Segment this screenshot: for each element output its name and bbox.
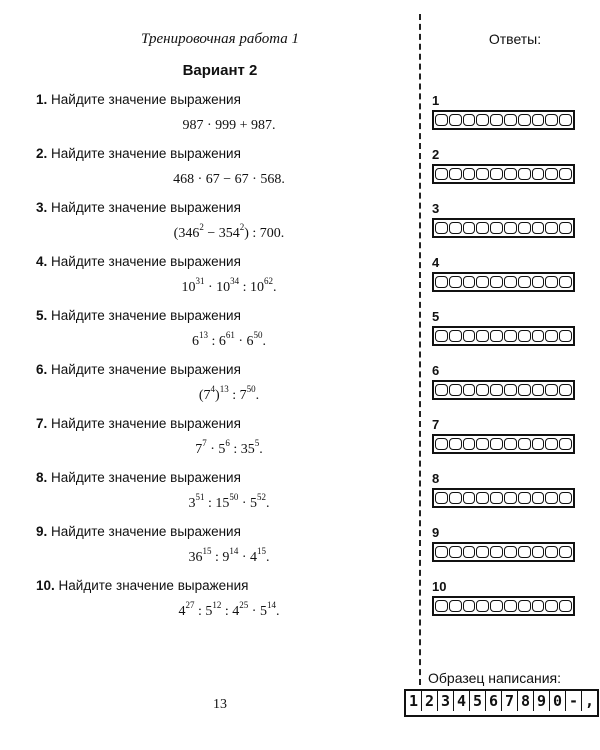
task-expression: $36^{15}$ : $9^{14} \cdot 4^{15}$.: [188, 546, 270, 565]
answer-cell[interactable]: [532, 384, 545, 396]
answer-cell[interactable]: [559, 600, 572, 612]
answer-cell[interactable]: [518, 600, 531, 612]
answer-cell[interactable]: [545, 600, 558, 612]
answer-boxes: [432, 110, 575, 130]
task-expression: $3^{51}$ : $15^{50} \cdot 5^{52}$.: [188, 492, 270, 511]
task-number: 6.: [36, 362, 48, 377]
answer-cell[interactable]: [449, 276, 462, 288]
answer-cell[interactable]: [532, 330, 545, 342]
task-question: 9. Найдите значение выражения: [36, 524, 241, 539]
answer-cell[interactable]: [463, 546, 476, 558]
answer-cell[interactable]: [559, 438, 572, 450]
answer-cell[interactable]: [435, 330, 448, 342]
answer-cell[interactable]: [490, 168, 503, 180]
answer-cell[interactable]: [463, 492, 476, 504]
answer-cell[interactable]: [518, 330, 531, 342]
answer-cell[interactable]: [559, 222, 572, 234]
answer-number: 10: [432, 579, 447, 594]
answer-cell[interactable]: [518, 384, 531, 396]
task-number: 1.: [36, 92, 48, 107]
answer-cell[interactable]: [476, 168, 489, 180]
task-expression: $4^{27}$ : $5^{12}$ : $4^{25} \cdot 5^{14}$.: [178, 600, 280, 619]
answer-number: 5: [432, 309, 440, 324]
answer-boxes: [432, 596, 575, 616]
answer-cell[interactable]: [518, 114, 531, 126]
answer-number: 7: [432, 417, 440, 432]
answer-cell[interactable]: [545, 492, 558, 504]
task-question: 2. Найдите значение выражения: [36, 146, 241, 161]
answer-boxes: [432, 434, 575, 454]
answer-cell[interactable]: [504, 168, 517, 180]
sample-char: 0: [550, 691, 566, 711]
answer-number: 1: [432, 93, 440, 108]
answer-cell[interactable]: [476, 222, 489, 234]
task-question: 3. Найдите значение выражения: [36, 200, 241, 215]
answer-number: 3: [432, 201, 440, 216]
task-expression: 987 · 999 + 987.: [182, 118, 276, 133]
answer-cell[interactable]: [545, 384, 558, 396]
task-question: 7. Найдите значение выражения: [36, 416, 241, 431]
task-expression: $(346^2 - 354^2)$ : 700.: [173, 222, 285, 241]
sample-char: 6: [486, 691, 502, 711]
answer-cell[interactable]: [504, 114, 517, 126]
answer-cell[interactable]: [490, 546, 503, 558]
answer-cell[interactable]: [476, 492, 489, 504]
answer-cell[interactable]: [532, 600, 545, 612]
answer-cell[interactable]: [463, 438, 476, 450]
answer-cell[interactable]: [435, 168, 448, 180]
answer-cell[interactable]: [476, 114, 489, 126]
answer-cell[interactable]: [435, 600, 448, 612]
answer-boxes: [432, 326, 575, 346]
work-subtitle: Тренировочная работа 1: [141, 31, 299, 47]
answer-cell[interactable]: [518, 492, 531, 504]
task-expression: $(7^4)^{13}$ : $7^{50}$.: [198, 384, 260, 403]
task-number: 3.: [36, 200, 48, 215]
answer-cell[interactable]: [518, 438, 531, 450]
answer-cell[interactable]: [435, 438, 448, 450]
answer-cell[interactable]: [504, 546, 517, 558]
task-number: 7.: [36, 416, 48, 431]
task-number: 5.: [36, 308, 48, 323]
task-number: 2.: [36, 146, 48, 161]
answer-cell[interactable]: [518, 168, 531, 180]
sample-char: -: [566, 691, 582, 711]
answer-cell[interactable]: [476, 384, 489, 396]
answer-number: 6: [432, 363, 440, 378]
answer-cell[interactable]: [532, 114, 545, 126]
answer-cell[interactable]: [435, 276, 448, 288]
answer-cell[interactable]: [504, 492, 517, 504]
answer-cell[interactable]: [504, 276, 517, 288]
answer-cell[interactable]: [435, 546, 448, 558]
sample-char: 9: [534, 691, 550, 711]
answer-cell[interactable]: [490, 438, 503, 450]
task-expression: 468 · 67 − 67 · 568.: [173, 172, 285, 187]
answer-cell[interactable]: [435, 222, 448, 234]
task-expression: $7^7 \cdot 5^6$ : $35^5$.: [195, 438, 263, 457]
answer-cell[interactable]: [490, 600, 503, 612]
answer-cell[interactable]: [532, 168, 545, 180]
answer-cell[interactable]: [490, 492, 503, 504]
task-expression: $10^{31} \cdot 10^{34}$ : $10^{62}$.: [181, 276, 277, 295]
sample-char: 2: [422, 691, 438, 711]
answer-boxes: [432, 218, 575, 238]
answer-cell[interactable]: [504, 330, 517, 342]
answer-cell[interactable]: [559, 330, 572, 342]
sample-char: 8: [518, 691, 534, 711]
task-number: 4.: [36, 254, 48, 269]
sample-char: 1: [406, 691, 422, 711]
answer-number: 8: [432, 471, 440, 486]
answer-cell[interactable]: [490, 222, 503, 234]
answer-cell[interactable]: [449, 384, 462, 396]
answer-cell[interactable]: [435, 114, 448, 126]
answer-boxes: [432, 380, 575, 400]
answer-cell[interactable]: [463, 600, 476, 612]
answer-cell[interactable]: [545, 546, 558, 558]
answer-cell[interactable]: [532, 438, 545, 450]
answer-cell[interactable]: [545, 168, 558, 180]
answer-cell[interactable]: [532, 546, 545, 558]
answer-cell[interactable]: [545, 330, 558, 342]
task-question: 10. Найдите значение выражения: [36, 578, 249, 593]
answer-cell[interactable]: [476, 600, 489, 612]
answer-cell[interactable]: [476, 330, 489, 342]
answer-cell[interactable]: [559, 114, 572, 126]
answer-cell[interactable]: [532, 492, 545, 504]
task-question: 4. Найдите значение выражения: [36, 254, 241, 269]
answer-cell[interactable]: [449, 492, 462, 504]
answer-cell[interactable]: [504, 384, 517, 396]
answer-cell[interactable]: [449, 168, 462, 180]
answer-cell[interactable]: [463, 222, 476, 234]
task-number: 10.: [36, 578, 55, 593]
answer-cell[interactable]: [463, 330, 476, 342]
sample-label: Образец написания:: [428, 670, 562, 686]
sample-char: 5: [470, 691, 486, 711]
answer-cell[interactable]: [490, 114, 503, 126]
answer-cell[interactable]: [490, 330, 503, 342]
task-number: 9.: [36, 524, 48, 539]
answer-boxes: [432, 488, 575, 508]
answer-cell[interactable]: [449, 546, 462, 558]
answer-boxes: [432, 272, 575, 292]
answer-cell[interactable]: [532, 276, 545, 288]
task-number: 8.: [36, 470, 48, 485]
task-question: 5. Найдите значение выражения: [36, 308, 241, 323]
task-question: 6. Найдите значение выражения: [36, 362, 241, 377]
answer-cell[interactable]: [449, 222, 462, 234]
answer-cell[interactable]: [545, 222, 558, 234]
answer-cell[interactable]: [504, 438, 517, 450]
answer-boxes: [432, 542, 575, 562]
answer-cell[interactable]: [449, 114, 462, 126]
sample-char: 7: [502, 691, 518, 711]
answer-cell[interactable]: [559, 384, 572, 396]
answer-cell[interactable]: [559, 168, 572, 180]
answer-cell[interactable]: [545, 438, 558, 450]
answer-cell[interactable]: [504, 222, 517, 234]
answer-cell[interactable]: [545, 114, 558, 126]
answer-cell[interactable]: [463, 276, 476, 288]
answer-cell[interactable]: [559, 546, 572, 558]
answer-cell[interactable]: [476, 276, 489, 288]
answer-cell[interactable]: [559, 276, 572, 288]
variant-title: Вариант 2: [182, 62, 258, 79]
answer-cell[interactable]: [449, 330, 462, 342]
answer-cell[interactable]: [449, 600, 462, 612]
sample-char: 4: [454, 691, 470, 711]
page-number: 13: [213, 697, 227, 712]
answer-cell[interactable]: [490, 276, 503, 288]
answer-cell[interactable]: [504, 600, 517, 612]
answer-cell[interactable]: [435, 492, 448, 504]
answer-cell[interactable]: [545, 276, 558, 288]
answer-cell[interactable]: [490, 384, 503, 396]
answer-cell[interactable]: [518, 546, 531, 558]
answer-cell[interactable]: [532, 222, 545, 234]
answer-cell[interactable]: [435, 384, 448, 396]
answer-cell[interactable]: [463, 114, 476, 126]
task-question: 1. Найдите значение выражения: [36, 92, 241, 107]
answers-title: Ответы:: [488, 31, 542, 47]
sample-char: 3: [438, 691, 454, 711]
sample-char: ,: [584, 692, 595, 710]
answer-cell[interactable]: [449, 438, 462, 450]
answer-cell[interactable]: [476, 546, 489, 558]
answer-cell[interactable]: [476, 438, 489, 450]
answer-cell[interactable]: [463, 168, 476, 180]
answer-cell[interactable]: [463, 384, 476, 396]
answer-number: 2: [432, 147, 440, 162]
answer-number: 4: [432, 255, 440, 270]
answer-cell[interactable]: [559, 492, 572, 504]
task-question: 8. Найдите значение выражения: [36, 470, 241, 485]
answer-cell[interactable]: [518, 222, 531, 234]
answer-cell[interactable]: [518, 276, 531, 288]
task-expression: $6^{13}$ : $6^{61} \cdot 6^{50}$.: [191, 330, 267, 349]
answer-boxes: [432, 164, 575, 184]
answer-number: 9: [432, 525, 440, 540]
